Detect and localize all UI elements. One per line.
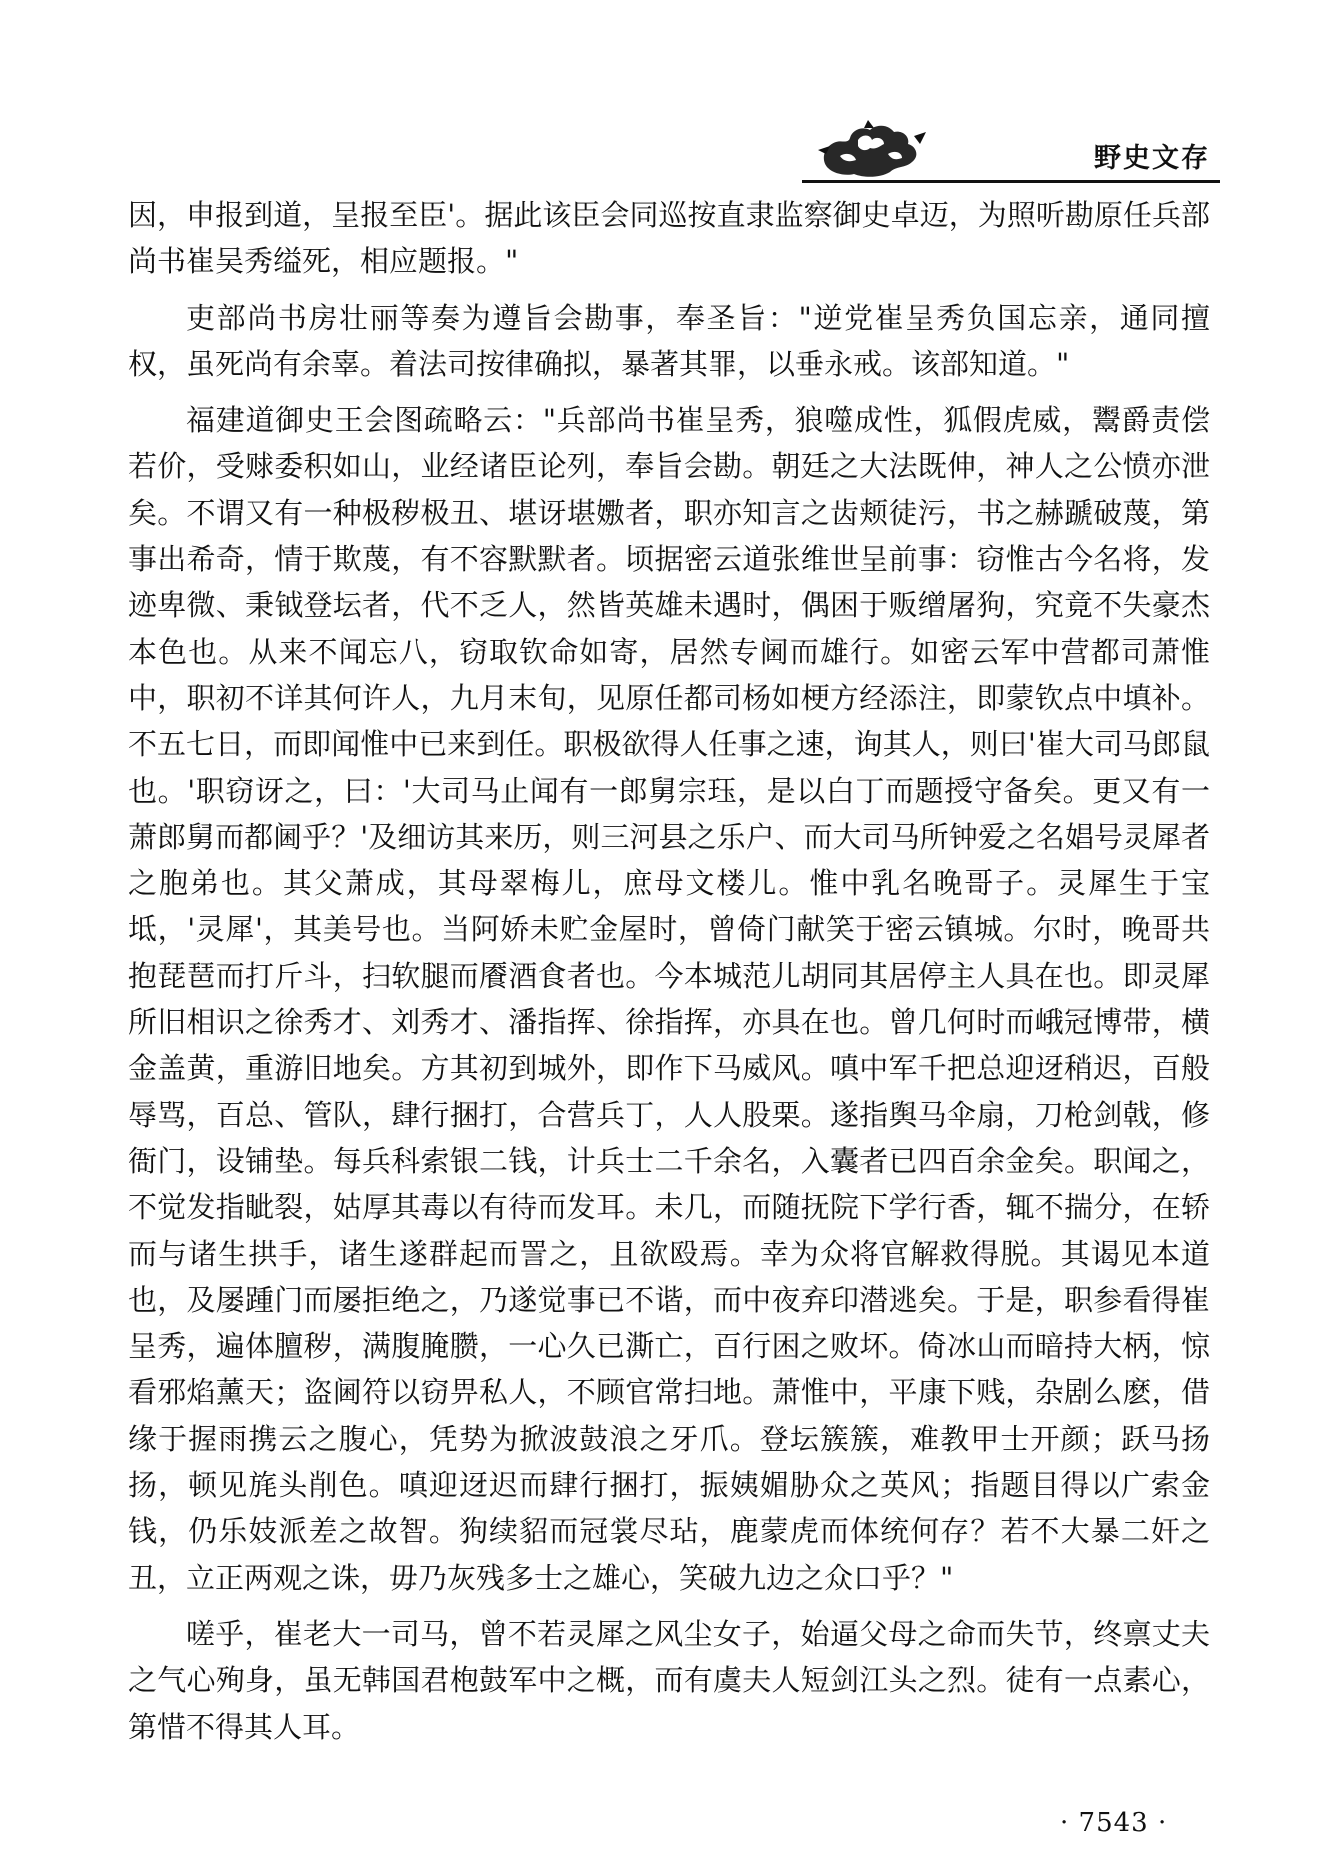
running-header (120, 110, 1220, 190)
paragraph-3: 福建道御史王会图疏略云："兵部尚书崔呈秀，狼噬成性，狐假虎威，鬻爵责偿若价，受赇委积如山，业经诸臣论列，奉旨会勘。朝廷之大法既伸，神人之公愤亦泄矣。不谓又有一种极秽极丑、堪讶堪嫐者，职亦知言之齿颊徒污，书之赫蹏破蔑，第事出希奇，情于欺蔑，有不容默默者。顷据密云道张维世呈前事：窃惟古今名将，发迹卑微、秉钺登坛者，代不乏人，然皆英雄未遇时，偶困于贩缯屠狗，究竟不失豪杰本色也。从来不闻忘八，窃取钦命如寄，居然专阃而雄行。如密云军中营都司萧惟中，职初不详其何许人，九月末旬，见原任都司杨如梗方经添注，即蒙钦点中填补。不五七日，而即闻惟中已来到任。职极欲得人任事之速，询其人，则曰'崔大司马郎鼠也。'职窃讶之，曰：'大司马止闻有一郎舅宗珏，是以白丁而题授守备矣。更又有一萧郎舅而都阃乎？'及细访其来历，则三河县之乐户、而大司马所钟爱之名娼号灵犀者之胞弟也。其父萧成，其母翠梅儿，庶母文楼儿。惟中乳名晚哥子。灵犀生于宝坻，'灵犀'，其美号也。当阿娇未贮金屋时，曾倚门献笑于密云镇城。尔时，晚哥共抱琵琶而打斤斗，扫软腿而餍酒食者也。今本城范儿胡同其居停主人具在也。即灵犀所旧相识之徐秀才、刘秀才、潘指挥、徐指挥，亦具在也。曾几何时而峨冠博带，横金盖黄，重游旧地矣。方其初到城外，即作下马威风。嗔中军千把总迎迓稍迟，百般辱骂，百总、管队，肆行捆打，合营兵丁，人人股栗。遂指舆马伞扇，刀枪剑戟，修衙门，设铺垫。每兵科索银二钱，计兵士二千余名，入囊者已四百余金矣。职闻之，不觉发指眦裂，姑厚其毒以有待而发耳。未几，而随抚院下学行香，辄不揣分，在轿而与诸生拱手，诸生遂群起而詈之，且欲殴焉。幸为众将官解救得脱。其谒见本道也，及屡踵门而屡拒绝之，乃遂觉事已不谐，而中夜弃印潜逃矣。于是，职参看得崔呈秀，遍体膻秽，满腹腌臜，一心久已澌亡，百行困之败坏。倚冰山而暗持大柄，惊看邪焰薰天；盗阃符以窃畀私人，不顾官常扫地。萧惟中，平康下贱，杂剧么麽，借缘于握雨携云之腹心，凭势为掀波鼓浪之牙爪。登坛簇簇，难教甲士开颜；跃马扬扬，顿见旄头削色。嗔迎迓迟而肆行捆打，振姨媚胁众之英风；指题目得以广索金钱，仍乐妓派差之故智。狗续貂而冠裳尽玷，鹿蒙虎而体统何存？若不大暴二奸之丑，立正两观之诛，毋乃灰残多士之雄心，笑破九边之众口乎？" (128, 403, 1210, 1595)
dragon-emblem-icon (810, 116, 930, 182)
body-text (128, 192, 1210, 1760)
paragraph-4: 嗟乎，崔老大一司马，曾不若灵犀之风尘女子，始逼父母之命而失节，终禀丈夫之气心殉身，虽无韩国君枹鼓军中之概，而有虞夫人短剑江头之烈。徒有一点素心，第惜不得其人耳。 (128, 1616, 1210, 1744)
paragraph-2: 吏部尚书房壮丽等奏为遵旨会勘事，奉圣旨："逆党崔呈秀负国忘亲，通同擅权，虽死尚有余辜。着法司按律确拟，暴著其罪，以垂永戒。该部知道。" (128, 300, 1210, 381)
header-title: 野史文存 (1094, 143, 1210, 174)
paragraph-1: 因，申报到道，呈报至臣'。据此该臣会同巡按直隶监察御史卓迈，为照听勘原任兵部尚书崔吴秀缢死，相应题报。" (128, 198, 1210, 279)
page-number: · 7543 · (1060, 1808, 1168, 1838)
header-rule (802, 180, 1220, 183)
